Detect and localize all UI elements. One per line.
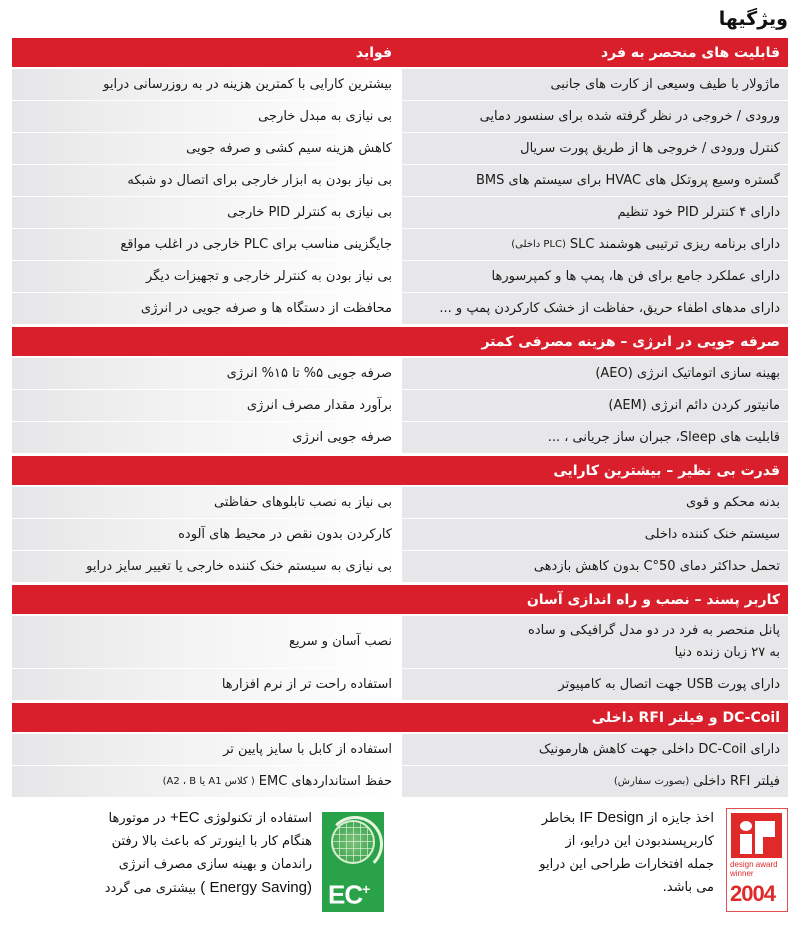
feature-cell: بهینه سازی اتوماتیک انرژی (AEO) <box>400 358 788 389</box>
table-header <box>12 38 788 67</box>
if-logo-mark-icon <box>731 813 782 858</box>
table-row <box>12 390 788 422</box>
benefit-cell: بی نیازی به مبدل خارجی <box>12 101 400 132</box>
section-header-dc-coil: DC-Coil و فیلتر RFI داخلی <box>12 703 788 732</box>
footer <box>0 804 800 922</box>
feature-cell <box>400 229 788 260</box>
feature-cell <box>400 766 788 797</box>
footer-inner <box>0 804 800 922</box>
award-line4: می باشد. <box>662 880 714 895</box>
table-row <box>12 133 788 165</box>
feature-text-line2: به ۲۷ زبان زنده دنیا <box>674 645 780 660</box>
feature-cell <box>400 616 788 668</box>
header-benefits: فواید <box>355 44 392 61</box>
table-row <box>12 101 788 133</box>
ec-logo-text: EC <box>328 879 363 910</box>
globe-icon <box>331 820 375 864</box>
benefit-cell: بی نیازی به سیستم خنک کننده خارجی یا تغییر سایز درایو <box>12 551 400 582</box>
benefit-cell <box>12 766 400 797</box>
benefit-text: حفظ استانداردهای EMC <box>258 773 392 789</box>
feature-text: پانل منحصر به فرد در دو مدل گرافیکی و ساده <box>528 623 780 638</box>
feature-cell: سیستم خنک کننده داخلی <box>400 519 788 550</box>
award-line1-pre: اخذ جایزه از <box>647 811 714 826</box>
benefit-note: ( کلاس A1 یا A2 ، B) <box>162 775 255 787</box>
benefit-cell: برآورد مقدار مصرف انرژی <box>12 390 400 421</box>
header-features: قابلیت های منحصر به فرد <box>600 44 780 61</box>
benefit-cell: صرفه جویی ۵% تا ۱۵% انرژی <box>12 358 400 389</box>
ec-line3: راندمان و بهینه سازی مصرف انرژی <box>118 857 312 872</box>
table-row <box>12 487 788 519</box>
award-line2: کاربرپسندبودن این درایو، از <box>565 834 714 849</box>
section-header-user-friendly: کاربر پسند – نصب و راه اندازی آسان <box>12 585 788 614</box>
ec-line1-latin: EC+ <box>169 809 200 826</box>
table-row <box>12 293 788 325</box>
section-header-performance: قدرت بی نظیر – بیشترین کارایی <box>12 456 788 485</box>
benefit-cell: نصب آسان و سریع <box>12 616 400 668</box>
table-row <box>12 734 788 766</box>
table-row <box>12 261 788 293</box>
section-header-energy-saving: صرفه جویی در انرژی – هزینه مصرفی کمتر <box>12 327 788 356</box>
table-row <box>12 519 788 551</box>
features-table <box>12 38 788 798</box>
ec-line1-post: در موتورها <box>108 811 166 826</box>
table-row <box>12 616 788 669</box>
award-line1-post: بخاطر <box>541 811 576 826</box>
benefit-cell: بی نیاز به نصب تابلوهای حفاظتی <box>12 487 400 518</box>
feature-text: فیلتر RFI داخلی <box>693 773 780 789</box>
feature-cell: دارای مدهای اطفاء حریق، حفاظت از خشک کارکردن پمپ و ... <box>400 293 788 324</box>
table-row <box>12 669 788 701</box>
award-line3: جمله افتخارات طراحی این درایو <box>539 857 714 872</box>
feature-note: (PLC داخلی) <box>511 238 566 250</box>
if-caption-line2: winner <box>730 869 754 878</box>
benefit-cell: جایگزینی مناسب برای PLC خارجی در اغلب مواقع <box>12 229 400 260</box>
feature-cell: دارای ۴ کنترلر PID خود تنظیم <box>400 197 788 228</box>
ec-line2: هنگام کار با اینورتر که باعث بالا رفتن <box>111 834 312 849</box>
feature-cell: کنترل ورودی / خروجی ها از طریق پورت سریال <box>400 133 788 164</box>
if-logo-caption <box>730 860 778 878</box>
award-line1-latin: IF Design <box>579 809 644 826</box>
table-row <box>12 422 788 454</box>
benefit-cell: محافظت از دستگاه ها و صرفه جویی در انرژی <box>12 293 400 324</box>
benefit-cell: کاهش هزینه سیم کشی و صرفه جویی <box>12 133 400 164</box>
table-row <box>12 358 788 390</box>
benefit-cell: استفاده از کابل با سایز پایین تر <box>12 734 400 765</box>
table-row <box>12 766 788 798</box>
if-design-award-logo <box>726 808 788 912</box>
benefit-cell: استفاده راحت تر از نرم افزارها <box>12 669 400 700</box>
feature-cell: بدنه محکم و قوی <box>400 487 788 518</box>
ec-line4-latin: (Energy Saving ) <box>200 879 312 896</box>
feature-note: (بصورت سفارش) <box>613 775 690 787</box>
feature-cell: قابلیت های Sleep، جبران ساز جریانی ، ... <box>400 422 788 453</box>
table-row <box>12 551 788 583</box>
ec-logo-sup: + <box>362 881 370 897</box>
feature-cell: ورودی / خروجی در نظر گرفته شده برای سنسور دمایی <box>400 101 788 132</box>
benefit-cell: بی نیاز بودن به کنترلر خارجی و تجهیزات دیگر <box>12 261 400 292</box>
ec-logo-label <box>328 874 369 910</box>
ec-line1-pre: استفاده از تکنولوژی <box>203 811 312 826</box>
benefit-cell: صرفه جویی انرژی <box>12 422 400 453</box>
award-description <box>396 806 714 899</box>
page-title: ویژگیها <box>718 8 788 30</box>
feature-cell: ماژولار با طیف وسیعی از کارت های جانبی <box>400 69 788 100</box>
feature-cell: مانیتور کردن دائم انرژی (AEM) <box>400 390 788 421</box>
ec-description <box>6 806 312 900</box>
ec-line4-post: بیشتری می گردد <box>104 881 197 896</box>
feature-cell: گستره وسیع پروتکل های HVAC برای سیستم های BMS <box>400 165 788 196</box>
table-row <box>12 69 788 101</box>
benefit-cell: کارکردن بدون نقص در محیط های آلوده <box>12 519 400 550</box>
ec-plus-logo <box>322 812 384 912</box>
feature-cell: دارای عملکرد جامع برای فن ها، پمپ ها و کمپرسورها <box>400 261 788 292</box>
benefit-cell: بیشترین کارایی با کمترین هزینه در به روزرسانی درایو <box>12 69 400 100</box>
table-row <box>12 229 788 261</box>
feature-text: دارای برنامه ریزی ترتیبی هوشمند SLC <box>569 236 780 252</box>
if-logo-year: 2004 <box>730 881 775 906</box>
benefit-cell: بی نیاز بودن به ابزار خارجی برای اتصال دو شبکه <box>12 165 400 196</box>
table-row <box>12 165 788 197</box>
feature-cell: دارای DC-Coil داخلی جهت کاهش هارمونیک <box>400 734 788 765</box>
benefit-cell: بی نیازی به کنترلر PID خارجی <box>12 197 400 228</box>
feature-cell: تحمل حداکثر دمای 50°C بدون کاهش بازدهی <box>400 551 788 582</box>
feature-cell: دارای پورت USB جهت اتصال به کامپیوتر <box>400 669 788 700</box>
table-row <box>12 197 788 229</box>
if-caption-line1: design award <box>730 860 778 869</box>
